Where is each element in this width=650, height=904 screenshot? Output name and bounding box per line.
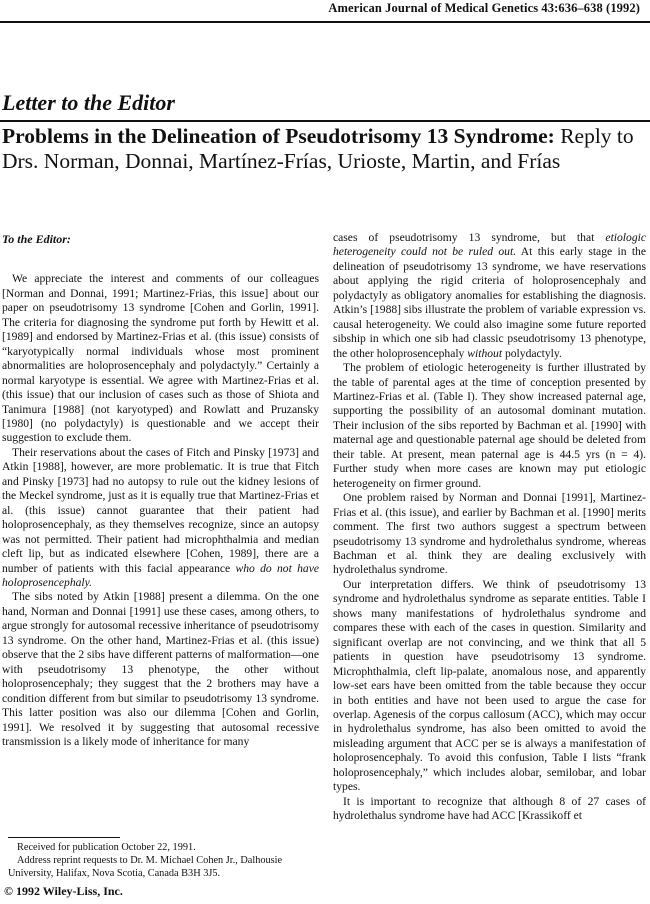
copyright: © 1992 Wiley-Liss, Inc. xyxy=(4,884,123,898)
body-paragraph xyxy=(2,272,319,445)
footnote-address: Address reprint requests to Dr. M. Michael Cohen Jr., Dalhousie University, Halifax, Nova Scotia, Canada B3H 3J5. xyxy=(8,855,283,879)
body-paragraph xyxy=(333,491,646,578)
text-run: Their reservations about the cases of Fitch and Pinsky [1973] and Atkin [1988], however, are more problematic. It is true that Fitch and Pinsky [1973] had no autopsy to rule out the kidney lesions of the Meckel syndrome, just as it is equally true that Martinez-Frias et al. (this issue) cannot guarantee that their patient had holoprosencephaly, as they themselves recognize, since an autopsy was not permitted. Their patient had microphthalmia and median cleft lip, but as indicated elsewhere [Cohen, 1989], there are a number of patients with this facial appearance xyxy=(2,445,319,575)
italic-phrase: etiologic heterogeneity could not be ruled out. xyxy=(333,231,646,259)
italic-phrase: who do not have holoprosencephaly. xyxy=(2,561,319,589)
text-run: The sibs noted by Atkin [1988] present a dilemma. On the one hand, Norman and Donnai [1991] use these cases, among others, to argue strongly for autosomal recessive inheritance of pseudotrisomy 13 syndrome. On the other hand, Martinez-Frias et al. (this issue) observe that the 2 sibs have different patterns of malformation—one with pseudotrisomy 13 phenotype, the other without holoprosencephaly; they suggest that the 2 brothers may have a condition different from but similar to pseudotrisomy 13 syndrome. This latter position was also our dilemma [Cohen and Gorlin, 1991]. We resolved it by suggesting that autosomal recessive transmission is a likely mode of inheritance for many xyxy=(2,590,319,748)
article-title xyxy=(2,124,642,174)
text-run: cases of pseudotrisomy 13 syndrome, but that xyxy=(333,231,606,244)
running-head: American Journal of Medical Genetics 43:636–638 (1992) xyxy=(328,1,640,15)
footnote-rule xyxy=(8,837,120,838)
salutation: To the Editor: xyxy=(2,232,71,246)
italic-phrase: without xyxy=(467,346,503,360)
right-column xyxy=(333,231,646,824)
text-run: At this early stage in the delineation of pseudotrisomy 13 syndrome, we have reservations about applying the rigid criteria of holoprosencephaly and polydactyly as obligatory anomalies for establishing the diagnosis. Atkin’s [1988] sibs illustrate the problem of variable expression vs. causal heterogeneity. We could also imagine some future reported sibship in which one sib had classic pseudotrisomy 13 phenotype, the other holoprosencephaly xyxy=(333,245,646,360)
body-paragraph xyxy=(333,231,646,361)
body-paragraph xyxy=(333,795,646,824)
footnote-received: Received for publication October 22, 1991. xyxy=(17,842,196,853)
left-column xyxy=(2,232,319,749)
body-paragraph xyxy=(333,578,646,795)
body-paragraph xyxy=(2,446,319,591)
header-rule xyxy=(0,21,650,23)
text-run: Our interpretation differs. We think of pseudotrisomy 13 syndrome and hydrolethalus syndrome as separate entities. Table I shows many manifestations of hydrolethalus syndrome and compares these with each of the cases in question. Similarity and significant overlap are not convincing, and we think that all 5 patients in question have pseudotrisomy 13 syndrome. Microphthalmia, cleft lip-palate, anomalous nose, and apparently low-set ears have been omitted from the table because they occur in both entities and have not been used to argue the case for overlap. Agenesis of the corpus callosum (ACC), which may occur in hydrolethalus syndrome, has also been omitted to avoid the misleading argument that ACC per se is always a manifestation of holoprosencephaly. To avoid this confusion, Table I lists “frank holoprosencephaly,” which includes alobar, semilobar, and lobar types. xyxy=(333,577,646,794)
body-paragraph xyxy=(333,361,646,491)
text-run: We appreciate the interest and comments of our colleagues [Norman and Donnai, 1991; Martinez-Frias, this issue] about our paper on pseudotrisomy 13 syndrome [Cohen and Gorlin, 1991]. The criteria for diagnosing the syndrome put forth by Hewitt et al. [1989] and endorsed by Martinez-Frias et al. (this issue) consists of “karyotypically normal individuals whose most prominent abnormalities are holoprosencephaly and polydactyly.” Certainly a normal karyotype is essential. We agree with Martinez-Frias et al. (this issue) that our inclusion of cases such as those of Shiota and Tanimura [1988] (not karyotyped) and Rowlatt and Pruzansky [1980] (no polydactyly) is questionable and we accept their suggestion to exclude them. xyxy=(2,272,319,445)
text-run: polydactyly. xyxy=(502,346,562,360)
body-paragraph xyxy=(2,590,319,749)
right-column-body xyxy=(333,231,646,824)
left-column-body xyxy=(2,272,319,749)
section-label: Letter to the Editor xyxy=(2,90,175,115)
text-run: One problem raised by Norman and Donnai [1991], Martinez-Frias et al. (this issue), and earlier by Bachman et al. [1990] merits comment. The first two authors suggest a spectrum between pseudotrisomy 13 syndrome and hydrolethalus syndrome, whereas Bachman et al. think they are dealing exclusively with hydrolethalus syndrome. xyxy=(333,491,646,577)
title-subtitle: Reply to Drs. Norman, Donnai, Martínez-Frías, Urioste, Martin, and Frías xyxy=(2,124,634,173)
text-run: The problem of etiologic heterogeneity is further illustrated by the table of parental ages at the time of conception presented by Martinez-Frias et al. (Table I). They show increased paternal age, supporting the possibility of an autosomal dominant mutation. Their inclusion of the sibs reported by Bachman et al. [1990] with maternal age and questionable paternal age should be deleted from their table. At present, mean paternal age is 44.5 yrs (n = 4). Further study when more cases are known may put etiologic heterogeneity on firmer ground. xyxy=(333,361,646,490)
title-main: Problems in the Delineation of Pseudotrisomy 13 Syndrome: xyxy=(2,124,555,148)
text-run: It is important to recognize that although 8 of 27 cases of hydrolethalus syndrome have had ACC [Krassikoff et xyxy=(333,794,646,823)
footnotes xyxy=(8,841,318,880)
title-rule xyxy=(0,120,650,122)
